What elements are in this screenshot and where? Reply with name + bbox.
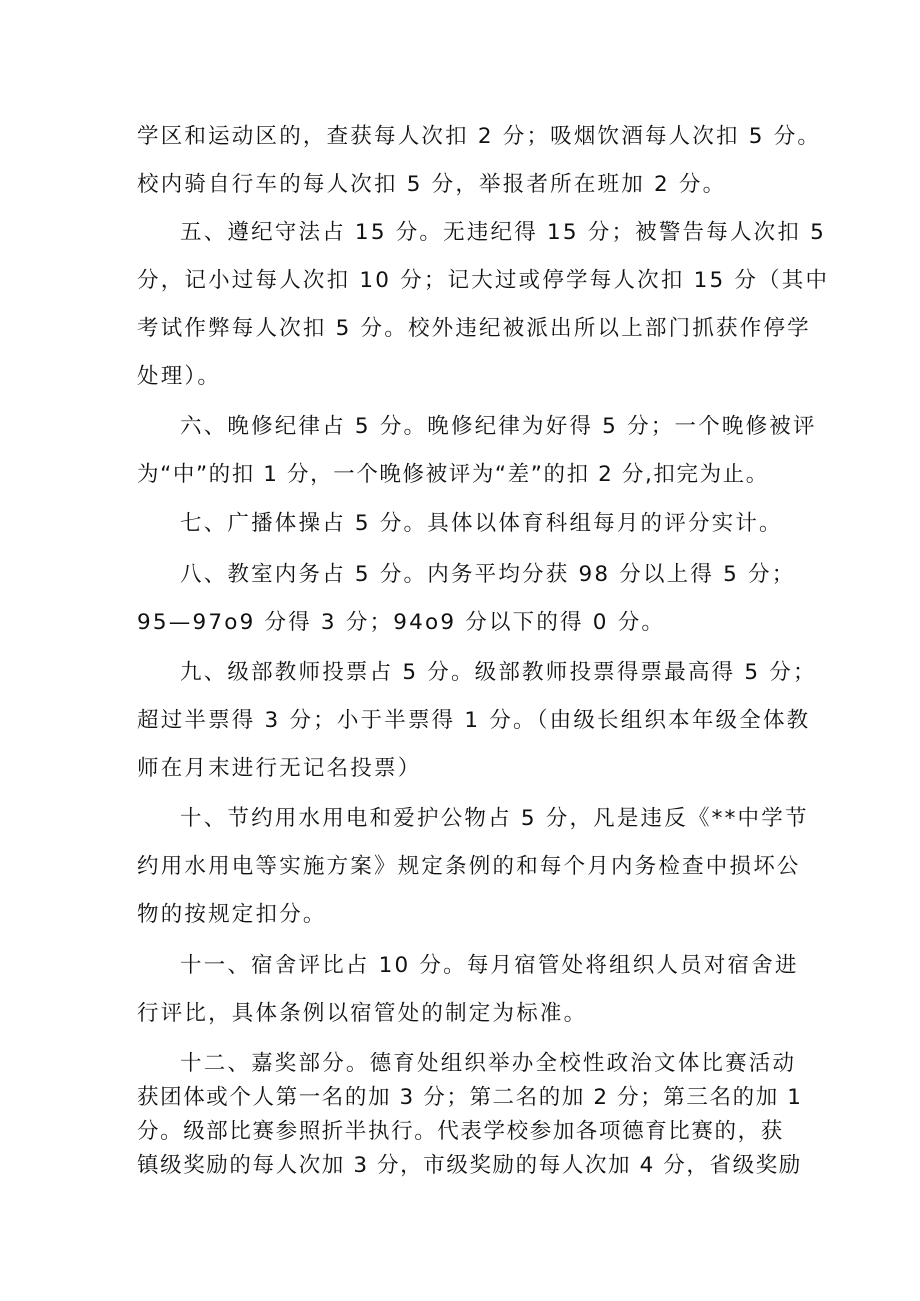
paragraph-line: 处理）。 — [137, 364, 222, 389]
paragraph-line: 七、广播体操占 5 分。具体以体育科组每月的评分实计。 — [180, 511, 783, 536]
paragraph-line: 分。级部比赛参照折半执行。代表学校参加各项德育比赛的，获 — [137, 1119, 784, 1144]
paragraph-line: 分，记小过每人次扣 10 分；记大过或停学每人次扣 15 分（其中 — [137, 268, 830, 293]
paragraph-line: 五、遵纪守法占 15 分。无违纪得 15 分；被警告每人次扣 5 — [180, 220, 826, 245]
paragraph-line: 考试作弊每人次扣 5 分。校外违纪被派出所以上部门抓获作停学 — [137, 316, 811, 341]
paragraph-line: 八、教室内务占 5 分。内务平均分获 98 分以上得 5 分； — [180, 562, 796, 587]
paragraph-line: 95—97o9 分得 3 分；94o9 分以下的得 0 分。 — [137, 610, 666, 635]
paragraph-line: 行评比，具体条例以宿管处的制定为标准。 — [137, 1001, 588, 1026]
paragraph-line: 镇级奖励的每人次加 3 分，市级奖励的每人次加 4 分，省级奖励 — [137, 1153, 802, 1178]
paragraph-line: 师在月末进行无记名投票） — [137, 756, 422, 781]
paragraph-line: 九、级部教师投票占 5 分。级部教师投票得票最高得 5 分； — [180, 660, 817, 685]
paragraph-line: 学区和运动区的，查获每人次扣 2 分；吸烟饮酒每人次扣 5 分。 — [137, 124, 822, 149]
paragraph-line: 十一、宿舍评比占 10 分。每月宿管处将组织人员对宿舍进 — [180, 953, 799, 978]
paragraph-line: 约用水用电等实施方案》规定条例的和每个月内务检查中损坏公 — [137, 854, 801, 879]
paragraph-line: 十、节约用水用电和爱护公物占 5 分，凡是违反《**中学节 — [180, 806, 809, 831]
paragraph-line: 六、晚修纪律占 5 分。晚修纪律为好得 5 分；一个晚修被评 — [180, 414, 817, 439]
paragraph-line: 超过半票得 3 分；小于半票得 1 分。（由级长组织本年级全体教 — [137, 708, 811, 733]
paragraph-line: 校内骑自行车的每人次扣 5 分，举报者所在班加 2 分。 — [137, 172, 727, 197]
paragraph-line: 获团体或个人第一名的加 3 分；第二名的加 2 分；第三名的加 1 — [137, 1085, 803, 1110]
paragraph-line: 物的按规定扣分。 — [137, 902, 327, 927]
paragraph-line: 十二、嘉奖部分。德育处组织举办全校性政治文体比赛活动 — [180, 1051, 797, 1076]
paragraph-line: 为“中”的扣 1 分，一个晚修被评为“差”的扣 2 分,扣完为止。 — [137, 462, 769, 487]
